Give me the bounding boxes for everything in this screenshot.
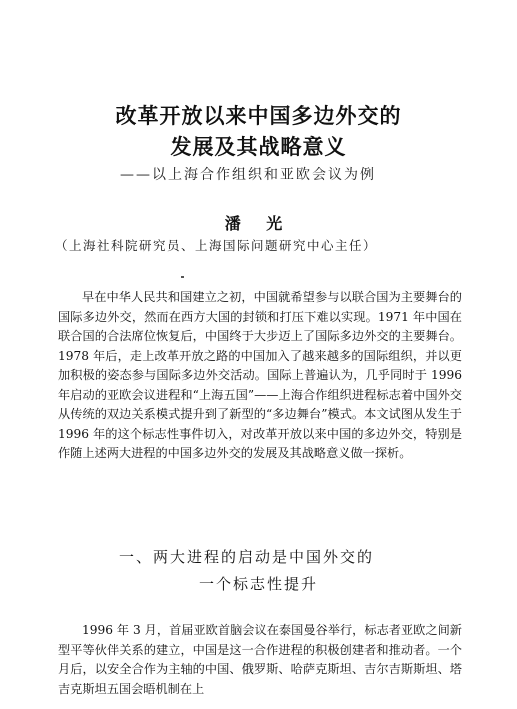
- scan-speck: [181, 276, 184, 278]
- section-heading-line-1: 一、两大进程的启动是中国外交的: [118, 548, 374, 566]
- author-affiliation: （上海社科院研究员、上海国际问题研究中心主任）: [55, 238, 378, 253]
- author-name: 潘 光: [224, 214, 293, 233]
- paragraph-section-1: 1996 年 3 月，首届亚欧首脑会议在泰国曼谷举行，标志者亚欧之间新型平等伙伴关系的建立，中国是这一合作进程的积极创建者和推动者。一个月后，以安全合作为主轴的中国、俄罗斯、哈萨克斯坦、吉尔吉斯斯坦、塔吉克斯坦五国会晤机制在上: [58, 623, 462, 696]
- section-heading-line-2: 一个标志性提升: [198, 575, 318, 593]
- title-line-2: 发展及其战略意义: [170, 135, 347, 159]
- subtitle: ——以上海合作组织和亚欧会议为例: [120, 167, 376, 183]
- title-line-1: 改革开放以来中国多边外交的: [115, 104, 402, 128]
- paragraph-intro: 早在中华人民共和国建立之初，中国就希望参与以联合国为主要舞台的国际多边外交，然而在西方大国的封锁和打压下难以实现。1971 年中国在联合国的合法席位恢复后，中国终于大步迈上了国际多边外交的主要舞台。1978 年后，走上改革开放之路的中国加入了越来越多的国际组织，并以更加积极的姿态参与国际多边外交活动。国际上普遍认为，几乎同时于 1996 年启动的亚欧会议进程和“上海五国”——上海合作组织进程标志着中国外交从传统的双边关系模式提升到了新型的“多边舞台”模式。本文试图从发生于 1996 年的这个标志性事件切入，对改革开放以来中国的多边外交，特别是作随上述两大进程的中国多边外交的发展及其战略意义做一探析。: [58, 290, 462, 460]
